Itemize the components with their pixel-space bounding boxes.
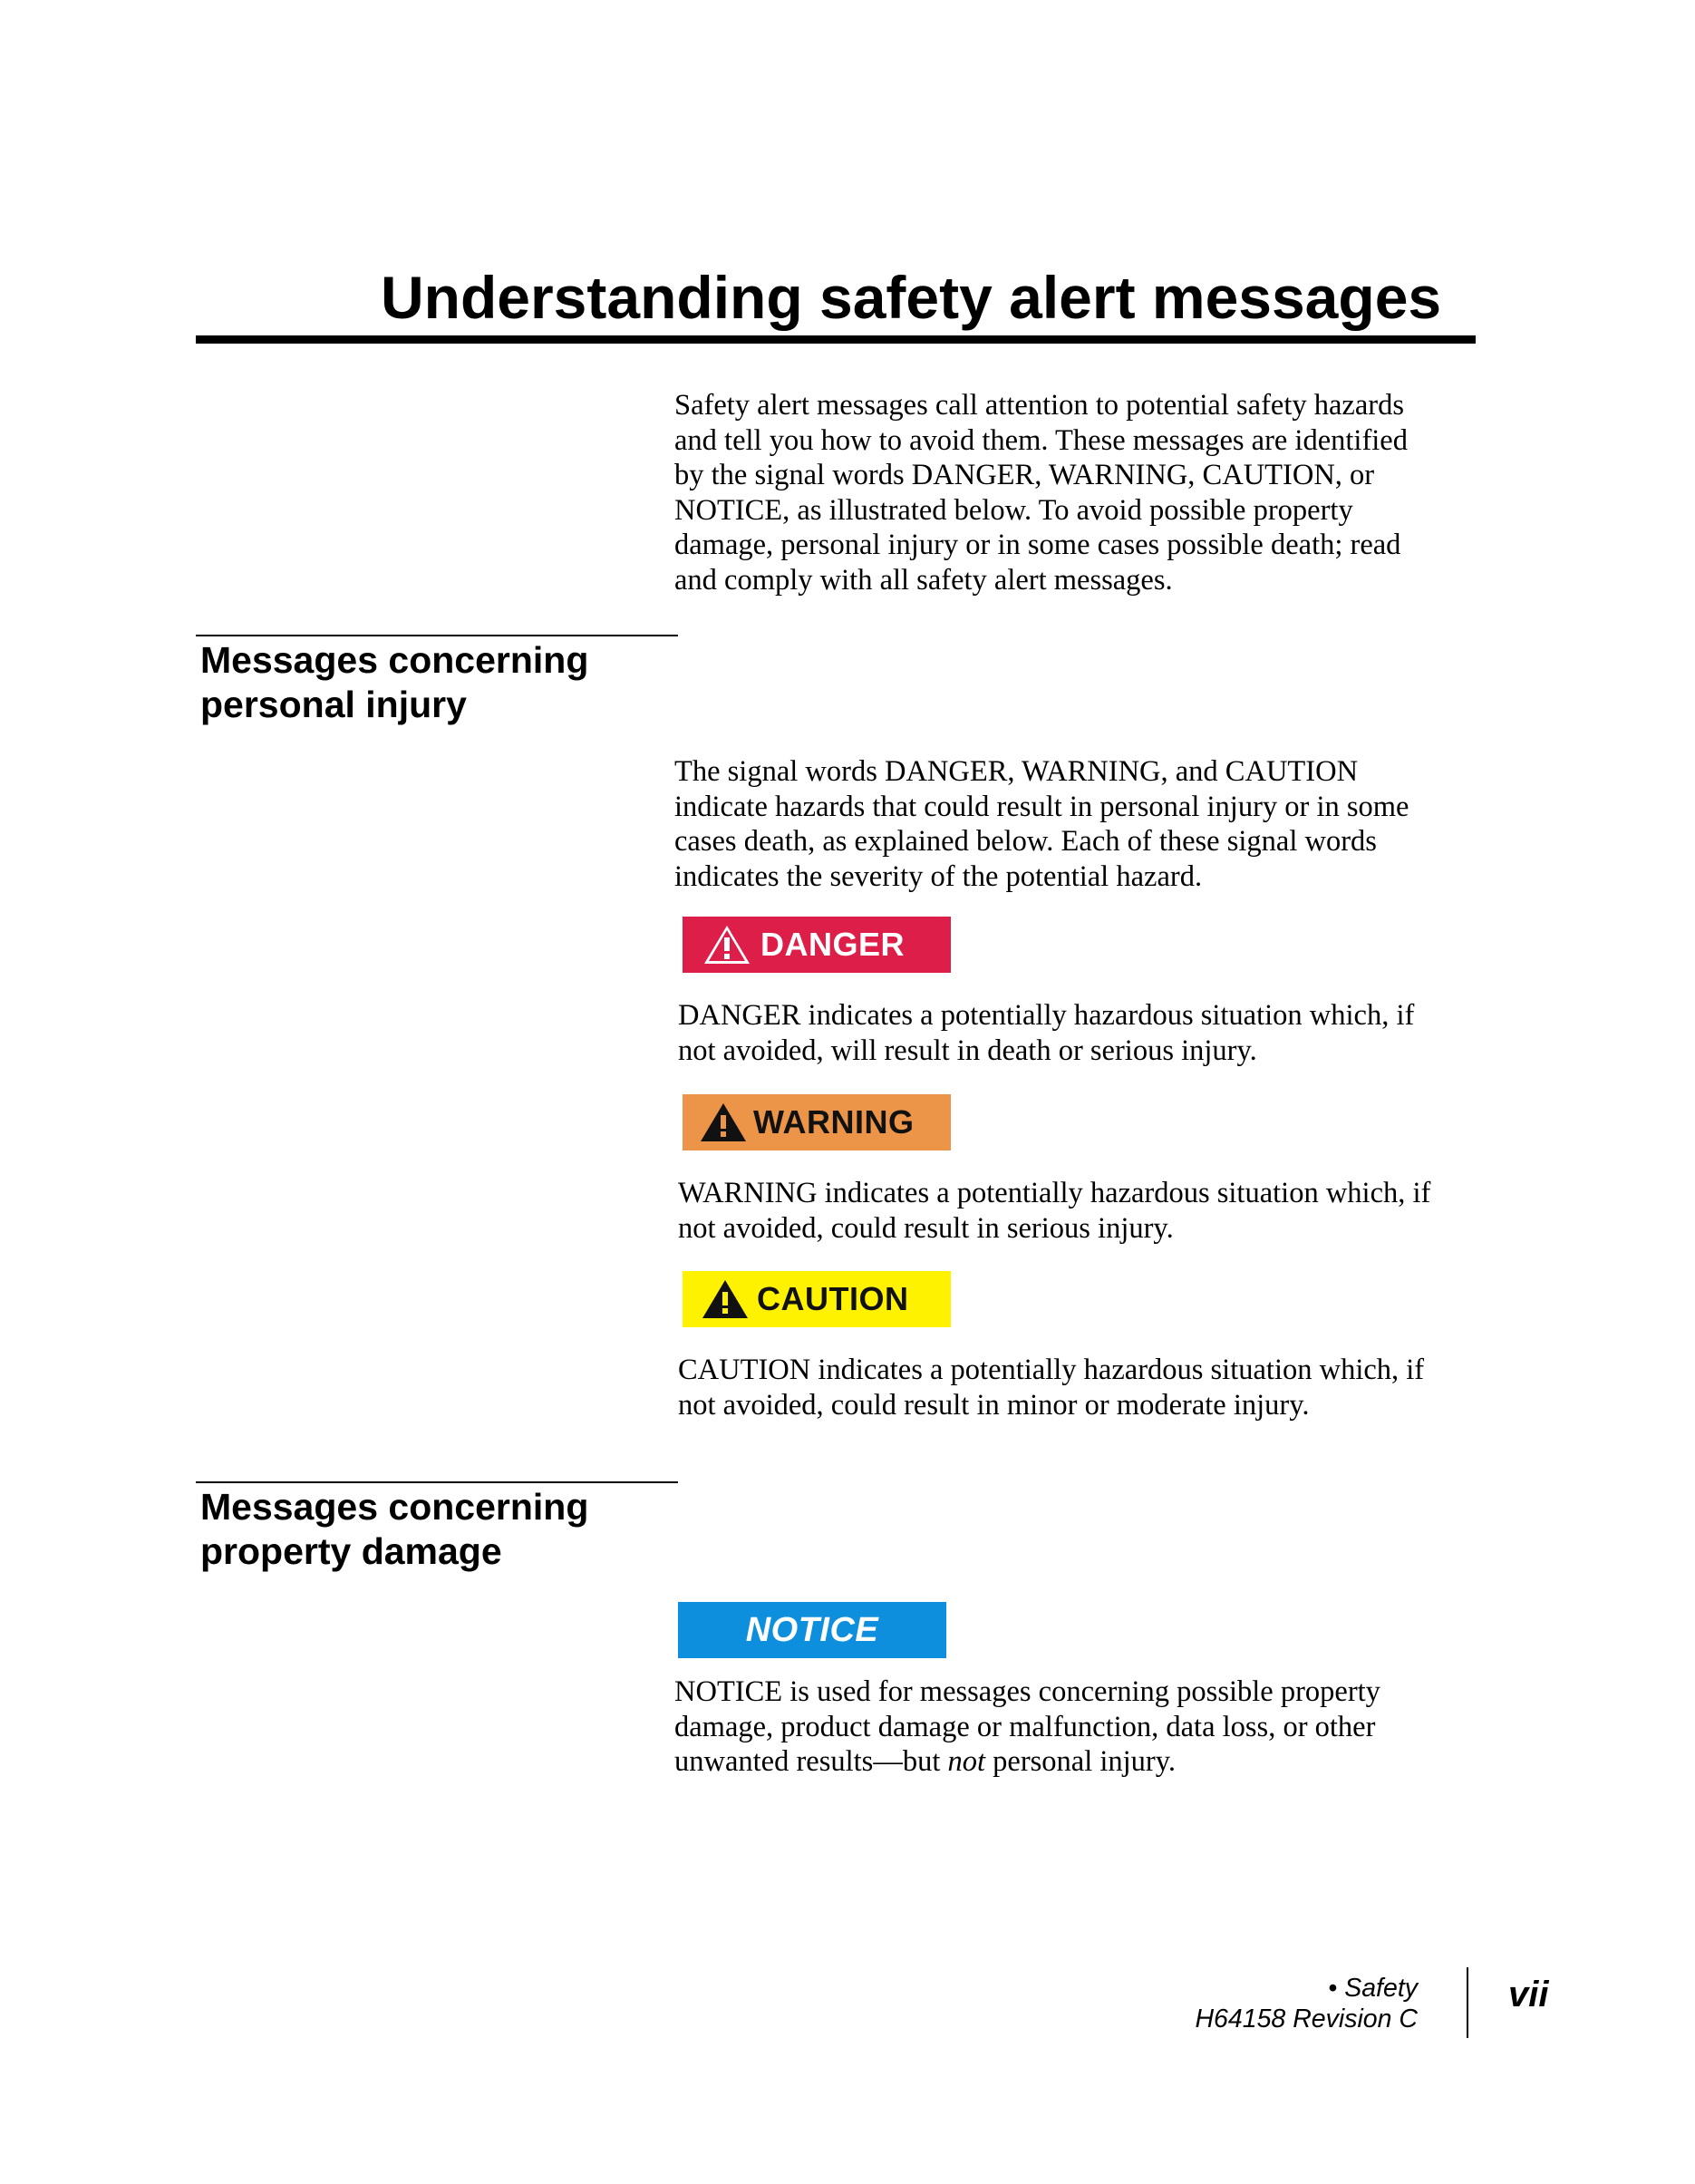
text-line xyxy=(674,1744,1380,1780)
text-line: not avoided, will result in death or serious injury. xyxy=(678,1034,1257,1067)
caution-signal-label xyxy=(683,1271,951,1327)
notice-signal-label xyxy=(678,1602,946,1658)
section-heading-personal-injury xyxy=(200,638,588,727)
text-line: not avoided, could result in minor or moderate injury. xyxy=(678,1388,1310,1422)
page-number: vii xyxy=(1508,1975,1549,2014)
caution-description xyxy=(678,1353,1424,1422)
footer-doc-revision: H64158 Revision C xyxy=(1195,2004,1418,2034)
text-line: NOTICE is used for messages concerning possible property xyxy=(674,1675,1380,1708)
emphasis-text: not xyxy=(947,1745,986,1778)
text-run: personal injury. xyxy=(985,1745,1177,1778)
text-line: CAUTION indicates a potentially hazardous situation which, if xyxy=(678,1354,1425,1386)
text-line: The signal words DANGER, WARNING, and CAUTION xyxy=(674,755,1359,788)
text-line: NOTICE, as illustrated below. To avoid possible property xyxy=(674,493,1353,527)
warning-signal-label xyxy=(683,1094,951,1150)
text-line: damage, personal injury or in some cases possible death; read xyxy=(674,529,1401,561)
text-line: indicates the severity of the potential hazard. xyxy=(674,859,1203,893)
text-line: Safety alert messages call attention to potential safety hazards xyxy=(674,389,1404,422)
section-heading-property-damage xyxy=(200,1485,588,1574)
text-run: unwanted results—but xyxy=(674,1745,948,1778)
warning-description xyxy=(678,1176,1430,1246)
text-line: and tell you how to avoid them. These messages are identified xyxy=(674,423,1408,457)
footer-divider xyxy=(1467,1967,1468,2038)
text-line: indicate hazards that could result in personal injury or in some xyxy=(674,790,1409,823)
warning-triangle-icon xyxy=(702,923,751,966)
text-line: and comply with all safety alert messages. xyxy=(674,563,1173,597)
personal-injury-description xyxy=(674,754,1409,894)
text-line: DANGER indicates a potentially hazardous situation which, if xyxy=(678,999,1415,1032)
warning-label-text: WARNING xyxy=(753,1103,915,1141)
text-line: WARNING indicates a potentially hazardous situation which, if xyxy=(678,1177,1431,1209)
text-line: damage, product damage or malfunction, data loss, or other xyxy=(674,1710,1376,1743)
danger-label-text: DANGER xyxy=(760,926,906,963)
heading-line: personal injury xyxy=(200,684,467,725)
section-rule-personal-injury xyxy=(196,635,678,636)
notice-description xyxy=(674,1674,1380,1780)
section-rule-property-damage xyxy=(196,1481,678,1483)
page-title: Understanding safety alert messages xyxy=(381,264,1442,331)
warning-triangle-icon xyxy=(699,1101,748,1144)
text-line: cases death, as explained below. Each of these signal words xyxy=(674,825,1377,858)
title-rule xyxy=(196,335,1476,344)
text-line: by the signal words DANGER, WARNING, CAUTION, or xyxy=(674,459,1375,491)
heading-line: Messages concerning xyxy=(200,639,589,681)
page-footer xyxy=(1195,1973,1418,2034)
danger-signal-label xyxy=(683,917,951,973)
notice-label-text: NOTICE xyxy=(745,1610,879,1649)
heading-line: Messages concerning xyxy=(200,1486,589,1528)
footer-section: • Safety xyxy=(1328,1974,1418,2003)
warning-triangle-icon xyxy=(701,1277,750,1321)
text-line: not avoided, could result in serious injury. xyxy=(678,1211,1174,1245)
danger-description xyxy=(678,998,1414,1068)
heading-line: property damage xyxy=(200,1530,502,1572)
caution-label-text: CAUTION xyxy=(757,1280,909,1317)
intro-paragraph xyxy=(674,388,1408,597)
